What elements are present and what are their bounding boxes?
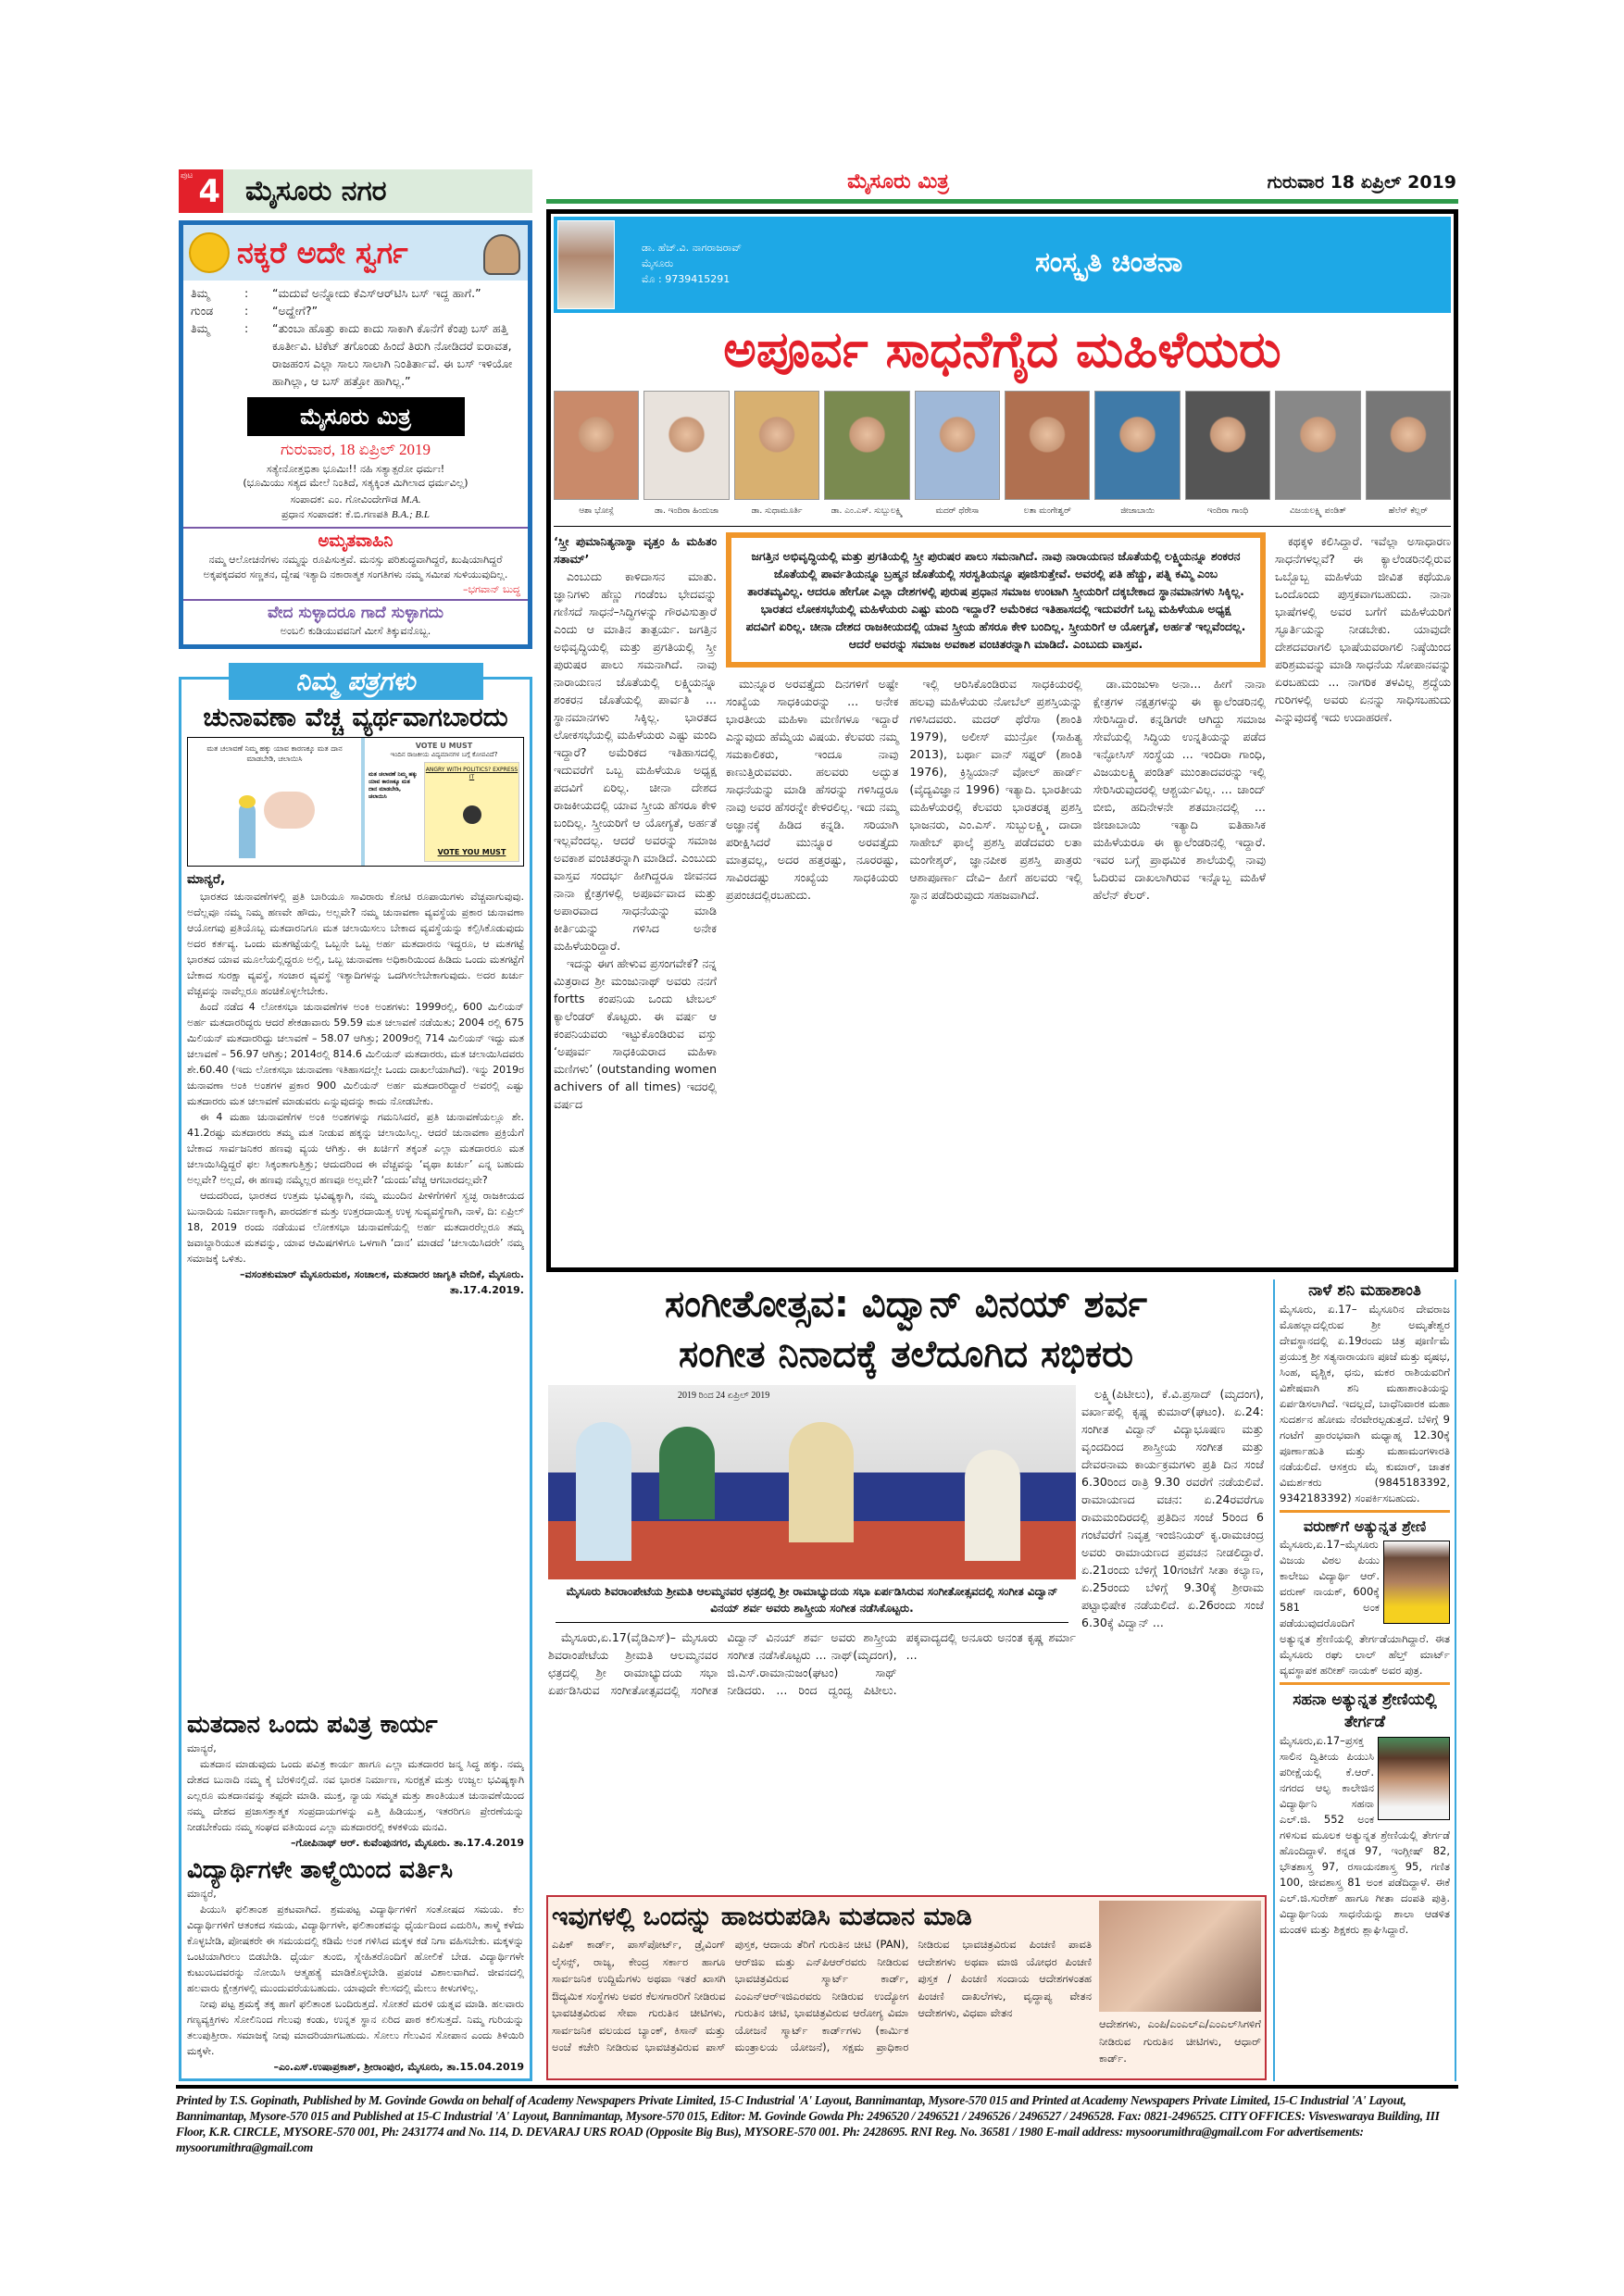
masthead-date: ಗುರುವಾರ, 18 ಏಪ್ರಿಲ್ 2019 (280, 441, 431, 458)
woman-portrait (1005, 391, 1090, 517)
woman-portrait (915, 391, 1000, 517)
inked-finger-photo (1099, 1901, 1261, 2012)
news-text: ಮೈಸೂರು,ಏ.17–ಮೈಸೂರು ವಿಜಯ ವಿಠಲ ಪಿಯು ಕಾಲೇಜು ವಿದ್ಯಾರ್ಥಿ ಆರ್. ವರುಣ್ ನಾಯಕ್, 600ಕ್ಕೆ 581 ಅಂಕ ಪಡೆಯುವುದರೊಂದಿಗೆ ಅತ್ಯುನ್ನತ ಶ್ರೇಣಿಯಲ್ಲಿ ತೇರ್ಗಡೆಯಾಗಿದ್ದಾರೆ. ಈತ ಮೈಸೂರು ರಘು ಲಾಲ್ ಹೆಲ್ತ್ ಮಾರ್ಟ್ ವ್ಯವಸ್ಥಾಪಕ ಹರೀಶ್ ನಾಯಕ್ ಅವರ ಪುತ್ರ. (1280, 1538, 1450, 1677)
voter-id-tail: ಆದೇಶಗಳು, ಎಂಪಿ/ಎಂಎಲ್‌ಎ/ಎಂಎಲ್‌ಸಿಗಳಿಗೆ ನೀಡಿರುವ ಗುರುತಿನ ಚೀಟಿಗಳು, ಆಧಾರ್ ಕಾರ್ಡ್. (1099, 2017, 1261, 2065)
laughing-face-icon (189, 232, 230, 273)
letter-headline: ಚುನಾವಣಾ ವೆಚ್ಚ ವ್ಯರ್ಥವಾಗಬಾರದು (203, 702, 508, 732)
portrait-photo (1366, 391, 1451, 500)
news-text: ಮೈಸೂರು,ಏ.17–ಪ್ರಸಕ್ತ ಸಾಲಿನ ದ್ವಿತೀಯ ಪಿಯುಸಿ ಪರೀಕ್ಷೆಯಲ್ಲಿ ಕೆ.ಆರ್. ನಗರದ ಆಲ್ಫ ಕಾಲೇಜಿನ ವಿದ್ಯಾರ್ಥಿನಿ ಸಹನಾ ಎಲ್.ಜಿ. 552 ಅಂಕ ಗಳಿಸುವ ಮೂಲಕ ಅತ್ಯುನ್ನತ ಶ್ರೇಣಿಯಲ್ಲಿ ತೇರ್ಗಡೆ ಹೊಂದಿದ್ದಾಳೆ. ಕನ್ನಡ 97, ಇಂಗ್ಲೀಷ್ 82, ಭೌತಶಾಸ್ತ್ರ 97, ರಸಾಯನಶಾಸ್ತ್ರ 95, ಗಣಿತ 100, ಜೀವಶಾಸ್ತ್ರ 81 ಅಂಕ ಪಡೆದಿದ್ದಾಳೆ. ಈಕೆ ಎಲ್.ಜಿ.ಸುರೇಶ್ ಹಾಗೂ ಗೀತಾ ದಂಪತಿ ಪುತ್ರಿ. ವಿದ್ಯಾರ್ಥಿನಿಯ ಸಾಧನೆಯನ್ನು ಶಾಲಾ ಆಡಳಿತ ಮಂಡಳಿ ಮತ್ತು ಶಿಕ್ಷಕರು ಶ್ಲಾಘಿಸಿದ್ದಾರೆ. (1280, 1734, 1450, 1936)
author-city: ಮೈಸೂರು (642, 257, 674, 269)
feature-col-1: ‘ಸ್ತ್ರೀ ಪುಮಾನಿತ್ಯನಾಸ್ಥಾ ವೃತ್ತಂ ಹಿ ಮಹಿತಂ ಸತಾಮ್’ ಎಂಬುದು ಕಾಳಿದಾಸನ ಮಾತು. ಜ್ಞಾನಿಗಳು ಹೆಣ್ಣು ಗಂಡೆಂಬ ಭೇದವನ್ನು ಗಣಿಸದೆ ಸಾಧನೆ–ಸಿದ್ಧಿಗಳನ್ನು ಗೌರವಿಸುತ್ತಾರೆ ಎಂದು ಆ ಮಾತಿನ ತಾತ್ಪರ್ಯ. ಜಗತ್ತಿನ ಅಭಿವೃದ್ಧಿಯಲ್ಲಿ ಮತ್ತು ಪ್ರಗತಿಯಲ್ಲಿ ಸ್ತ್ರೀ ಪುರುಷರ ಪಾಲು ಸಮನಾಗಿದೆ. ನಾವು ನಾರಾಯಣನ ಜೊತೆಯಲ್ಲಿ ಲಕ್ಷ್ಮಿಯನ್ನೂ ಶಂಕರನ ಜೊತೆಯಲ್ಲಿ ಪಾರ್ವತಿ ... ಸ್ಥಾನಮಾನಗಳು ಸಿಕ್ಕಿಲ್ಲ. ಭಾರತದ ಲೋಕಸಭೆಯಲ್ಲಿ ಮಹಿಳೆಯರು ಎಷ್ಟು ಮಂದಿ ಇದ್ದಾರೆ? ಅಮೆರಿಕದ ಇತಿಹಾಸದಲ್ಲಿ ಇದುವರೆಗೆ ಒಬ್ಬ ಮಹಿಳೆಯೂ ಅಧ್ಯಕ್ಷ ಪದವಿಗೆ ಏರಿಲ್ಲ. ಚೀನಾ ದೇಶದ ರಾಜಕೀಯದಲ್ಲಿ ಯಾವ ಸ್ತ್ರೀಯ ಹೆಸರೂ ಕೇಳಿ ಬಂದಿಲ್ಲ. ಸ್ತ್ರೀಯರಿಗೆ ಆ ಯೋಗ್ಯತೆ, ಅರ್ಹತೆ ಇಲ್ಲವೆಂದಲ್ಲ. ಆದರೆ ಅವರನ್ನು ಸಮಾಜ ಅವಕಾಶ ವಂಚಿತರನ್ನಾಗಿ ಮಾಡಿದೆ. ಎಂಬುದು ವಾಸ್ತವ ಸಂದರ್ಭ ಹೀಗಿದ್ದರೂ ಜೀವನದ ನಾನಾ ಕ್ಷೇತ್ರಗಳಲ್ಲಿ ಅಪೂರ್ವವಾದ ಮತ್ತು ಅಪಾರವಾದ ಸಾಧನೆಯನ್ನು ಮಾಡಿ ಕೀರ್ತಿಯನ್ನು ಗಳಿಸಿದ ಅನೇಕ ಮಹಿಳೆಯರಿದ್ದಾರೆ. ಇದನ್ನು ಈಗ ಹೇಳುವ ಪ್ರಸಂಗವೇಕೆ? ನನ್ನ ಮಿತ್ರರಾದ ಶ್ರೀ ಮಂಜುನಾಥ್ ಅವರು ನನಗೆ fortts ಕಂಪನಿಯ ಒಂದು ಟೇಬಲ್ ಕ್ಯಾಲೆಂಡರ್ ಕೊಟ್ಟರು. ಈ ವರ್ಷ ಆ ಕಂಪನಿಯವರು ಇಟ್ಟುಕೊಂಡಿರುವ ವಸ್ತು ‘ಅಪೂರ್ವ ಸಾಧಕಿಯರಾದ ಮಹಿಳಾ ಮಣಿಗಳು’ (outstanding women achivers of all times) ಇದರಲ್ಲಿ ವರ್ಷದ (554, 534, 717, 1111)
portrait-photo (1005, 391, 1090, 500)
portrait-photo (1094, 391, 1180, 500)
quote-box: ಜಗತ್ತಿನ ಅಭಿವೃದ್ಧಿಯಲ್ಲಿ ಮತ್ತು ಪ್ರಗತಿಯಲ್ಲಿ ಸ್ತ್ರೀ ಪುರುಷರ ಪಾಲು ಸಮನಾಗಿದೆ. ನಾವು ನಾರಾಯಣನ ಜೊತೆಯಲ್ಲಿ ಲಕ್ಷ್ಮಿಯನ್ನೂ ಶಂಕರನ ಜೊತೆಯಲ್ಲಿ ಪಾರ್ವತಿಯನ್ನೂ ಬ್ರಹ್ಮನ ಜೊತೆಯಲ್ಲಿ ಸರಸ್ವತಿಯನ್ನೂ ಪೂಜಿಸುತ್ತೇವೆ. ಅವರಲ್ಲಿ ಪತಿ ಹೆಚ್ಚು, ಪತ್ನಿ ಕಮ್ಮಿ ಎಂಬ ತಾರತಮ್ಯವಿಲ್ಲ. ಆದರೂ ಹೇಗೋ ಎಲ್ಲಾ ದೇಶಗಳಲ್ಲಿ ಪುರುಷ ಪ್ರಧಾನ ಸಮಾಜ ಉಂಟಾಗಿ ಸ್ತ್ರೀಯರಿಗೆ ದಕ್ಕಬೇಕಾದ ಸ್ಥಾನಮಾನಗಳು ಸಿಕ್ಕಿಲ್ಲ. ಭಾರತದ ಲೋಕಸಭೆಯಲ್ಲಿ ಮಹಿಳೆಯರು ಎಷ್ಟು ಮಂದಿ ಇದ್ದಾರೆ? ಅಮೆರಿಕದ ಇತಿಹಾಸದಲ್ಲಿ ಇದುವರೆಗೆ ಒಬ್ಬ ಮಹಿಳೆಯೂ ಅಧ್ಯಕ್ಷ ಪದವಿಗೆ ಏರಿಲ್ಲ. ಚೀನಾ ದೇಶದ ರಾಜಕೀಯದಲ್ಲಿ ಯಾವ ಸ್ತ್ರೀಯ ಹೆಸರೂ ಕೇಳಿ ಬಂದಿಲ್ಲ. ಸ್ತ್ರೀಯರಿಗೆ ಆ ಯೋಗ್ಯತೆ, ಅರ್ಹತೆ ಇಲ್ಲವೆಂದಲ್ಲ. ಆದರೆ ಅವರನ್ನು ಸಮಾಜ ಅವಕಾಶ ವಂಚಿತರನ್ನಾಗಿ ಮಾಡಿದೆ. ಎಂಬುದು ವಾಸ್ತವ. (726, 532, 1266, 668)
portrait-name: ಮದರ್ ಥೆರೇಸಾ (935, 506, 980, 516)
comedy-box (179, 220, 532, 649)
photo-caption: ಮೈಸೂರು ಶಿವರಾಂಪೇಟೆಯ ಶ್ರೀಮತಿ ಆಲಮ್ಮನವರ ಛತ್ರದಲ್ಲಿ ಶ್ರೀ ರಾಮಾಭ್ಯುದಯ ಸಭಾ ಏರ್ಪಡಿಸಿರುವ ಸಂಗೀತೋತ್ಸವದಲ್ಲಿ ಸಂಗೀತ ವಿದ್ವಾನ್ ವಿನಯ್ ಶರ್ವ ಅವರು ಶಾಸ್ತ್ರೀಯ ಸಂಗೀತ ನಡೆಸಿಕೊಟ್ಟರು. (556, 1583, 1068, 1623)
editor-line: ಸಂಪಾದಕ: ಎಂ. ಗೋವಿಂದೇಗೌಡ M.A. (290, 493, 421, 505)
women-photo-strip (554, 391, 1451, 517)
letter-body: ಮಾನ್ಯರೆ, ಪಿಯುಸಿ ಫಲಿತಾಂಶ ಪ್ರಕಟವಾಗಿದೆ. ಶ್ರಮಪಟ್ಟ ವಿದ್ಯಾರ್ಥಿಗಳಿಗೆ ಸಂತೋಷದ ಸಮಯ. ಕೆಲ ವಿದ್ಯಾರ್ಥಿಗಳಿಗೆ ಆತಂಕದ ಸಮಯ, ವಿದ್ಯಾರ್ಥಿಗಳೇ, ಫಲಿತಾಂಶವನ್ನು ಧೈರ್ಯದಿಂದ ಎದುರಿಸಿ, ತಾಳ್ಮೆ ಕಳೆದು ಕೊಳ್ಳಬೇಡಿ, ಪೋಷಕರೇ ಈ ಸಮಯದಲ್ಲಿ ಕಡಿಮೆ ಅಂಕ ಗಳಿಸಿದ ಮಕ್ಕಳ ಕಡೆ ನಿಗಾ ವಹಿಸಬೇಕು. ಮಕ್ಕಳನ್ನು ಒಂಟಿಯಾಗಿರಲು ಬಿಡಬೇಡಿ. ಧೈರ್ಯ ತುಂಬಿ, ಸ್ನೇಹಿತರೊಂದಿಗೆ ಹೋಲಿಕೆ ಬೇಡ. ವಿದ್ಯಾರ್ಥಿಗಳೇ ಕುಟುಂಬದವರನ್ನು ನೋಯಿಸಿ ಆತ್ಮಹತ್ಯೆ ಮಾಡಿಕೊಳ್ಳಬೇಡಿ. ಪ್ರಪಂಚ ವಿಶಾಲವಾಗಿದೆ. ಜೀವನದಲ್ಲಿ ಹಲವಾರು ಕ್ಷೇತ್ರಗಳಲ್ಲಿ ಮುಂದುವರೆಯಬಹುದು. ಯಾವುದೇ ಕೆಲಸದಲ್ಲಿ ಮೇಲು ಕೀಳುಗಳಿಲ್ಲ. ನೀವು ಪಟ್ಟ ಶ್ರಮಕ್ಕೆ ತಕ್ಕ ಹಾಗೆ ಫಲಿತಾಂಶ ಬಂದಿರುತ್ತದೆ. ಸೋತರೆ ಮರಳಿ ಯತ್ನವ ಮಾಡಿ. ಹಲವಾರು ಗಣ್ಯವ್ಯಕ್ತಿಗಳು ಸೋಲಿನಿಂದ ಗೆಲುವು ಕಂಡು, ಉನ್ನತ ಸ್ಥಾನ ಏರಿದ ಪಾಠ ಕಲಿಸುತ್ತದೆ. ನಿಮ್ಮ ಗುರಿಯನ್ನು ತಲುಪುತ್ತೀರಾ. ಸಮಾಜಕ್ಕೆ ನೀವು ಮಾದರಿಯಾಗಬಹುದು. ಸೋಲು ಗೆಲುವಿನ ಸೋಪಾನ ಎಂದು ತಿಳಿಯಿರಿ ಮಕ್ಕಳೇ. –ಎಂ.ಎಸ್.ಉಷಾಪ್ರಕಾಶ್, ಶ್ರೀರಾಂಪುರ, ಮೈಸೂರು, ತಾ.15.04.2019 (187, 1888, 524, 2073)
portrait-name: ಲತಾ ಮಂಗೇಶ್ವರ್ (1023, 506, 1071, 516)
portrait-name: ಡಾ. ಸುಧಾಮೂರ್ತಿ (751, 506, 803, 516)
portrait-name: ವಿಜಯಲಕ್ಷ್ಮಿ ಪಂಡಿತ್ (1289, 506, 1346, 516)
portrait-name: ಆಶಾ ಭೋಸ್ಲೆ (579, 506, 615, 516)
left-column (179, 220, 532, 2081)
portrait-photo (1275, 391, 1360, 500)
news-title: ನಾಳೆ ಶನಿ ಮಹಾಶಾಂತಿ (1308, 1281, 1421, 1300)
concert-photo: 2019 ರಿಂದ 24 ಏಪ್ರಿಲ್ 2019 (548, 1385, 1076, 1579)
concert-headline: ಸಂಗೀತೋತ್ಸವ: ವಿದ್ವಾನ್ ವಿನಯ್ ಶರ್ವ ಸಂಗೀತ ನಿನಾದಕ್ಕೆ ತಲೆದೂಗಿದ ಸಭಿಕರು (665, 1283, 1147, 1376)
woman-portrait (824, 391, 909, 517)
woman-portrait (1094, 391, 1180, 517)
woman-portrait (554, 391, 639, 517)
portrait-name: ಜೀಜಾಬಾಯಿ (1120, 506, 1156, 516)
voter-id-headline: ಇವುಗಳಲ್ಲಿ ಒಂದನ್ನು ಹಾಜರುಪಡಿಸಿ ಮತದಾನ ಮಾಡಿ (552, 1903, 972, 1931)
author-photo (557, 220, 615, 309)
portrait-photo (554, 391, 639, 500)
portrait-name: ಇಂದಿರಾ ಗಾಂಧಿ (1206, 506, 1249, 516)
comedy-title: ನಕ್ಕರೆ ಅದೇ ಸ್ವರ್ಗ (183, 225, 528, 281)
woman-portrait (734, 391, 819, 517)
portrait-photo (824, 391, 909, 500)
feature-cols-2-4: ಮುನ್ನೂರ ಅರವತ್ತೈದು ದಿನಗಳಿಗೆ ಅಷ್ಟೇ ಸಂಖ್ಯೆಯ ಸಾಧಕಿಯರನ್ನು ... ಅನೇಕ ಭಾರತೀಯ ಮಹಿಳಾ ಮಣಿಗಳೂ ಇದ್ದಾರೆ ಎನ್ನುವುದು ಹೆಮ್ಮೆಯ ವಿಷಯ. ಕೆಲವರು ನಮ್ಮ ಸಮಕಾಲಿಕರು, ಇಂದೂ ನಾವು ಕಾಣುತ್ತಿರುವವರು. ಹಲವರು ಅದ್ಭುತ ಸಾಧನೆಯನ್ನು ಮಾಡಿ ಹೆಸರನ್ನು ಗಳಿಸಿದ್ದರೂ ನಾವು ಅವರ ಹೆಸರನ್ನೇ ಕೇಳಿರಲಿಲ್ಲ. ಇದು ನಮ್ಮ ಅಜ್ಞಾನಕ್ಕೆ ಹಿಡಿದ ಕನ್ನಡಿ. ಸರಿಯಾಗಿ ಪರೀಕ್ಷಿಸಿದರೆ ಮುನ್ನೂರ ಅರವತ್ತೈದು ಮಾತ್ರವಲ್ಲ, ಅದರ ಹತ್ತರಷ್ಟು, ನೂರರಷ್ಟು, ಸಾವಿರದಷ್ಟು ಸಂಖ್ಯೆಯ ಸಾಧಕಿಯರು ಪ್ರಪಂಚದಲ್ಲಿರಬಹುದು. ಇಲ್ಲಿ ಆರಿಸಿಕೊಂಡಿರುವ ಸಾಧಕಿಯರಲ್ಲಿ ಹಲವು ಮಹಿಳೆಯರು ನೋಬೆಲ್ ಪ್ರಶಸ್ತಿಯನ್ನು ಗಳಿಸಿದವರು. ಮದರ್ ಥೆರೆಸಾ (ಶಾಂತಿ 1979), ಅಲೀಸ್ ಮುನ್ರೋ (ಸಾಹಿತ್ಯ 2013), ಬರ್ಥಾ ವಾನ್ ಸಫ್ನರ್ (ಶಾಂತಿ 1976), ಕ್ರಿಸ್ಟಿಯಾನ್ ವೋಲ್ ಹಾರ್ಡ್ (ವೈದ್ಯವಿಜ್ಞಾನ 1996) ಇತ್ಯಾದಿ. ಭಾರತೀಯ ಮಹಿಳೆಯರಲ್ಲಿ ಕೆಲವರು ಭಾರತರತ್ನ ಪ್ರಶಸ್ತಿ ಭಾಜನರು, ಎಂ.ಎಸ್. ಸುಬ್ಬುಲಕ್ಷ್ಮಿ, ದಾದಾ ಸಾಹೇಬ್ ಫಾಲ್ಕೆ ಪ್ರಶಸ್ತಿ ಪಡೆದವರು ಲತಾ ಮಂಗೇಶ್ಕರ್, ಜ್ಞಾನಪೀಠ ಪ್ರಶಸ್ತಿ ಪಾತ್ರರು ಆಶಾಪೂರ್ಣಾ ದೇವಿ– ಹೀಗೆ ಹಲವರು ಇಲ್ಲಿ ಸ್ಥಾನ ಪಡೆದಿರುವುದು ಸಹಜವಾಗಿದೆ. ಡಾ.ಮಂಜುಳಾ ಅನಾ... ಹೀಗೆ ನಾನಾ ಕ್ಷೇತ್ರಗಳ ನಕ್ಷತ್ರಗಳನ್ನು ಈ ಕ್ಯಾಲೆಂಡರಿನಲ್ಲಿ ಸೇರಿಸಿದ್ದಾರೆ. ಕನ್ನಡಿಗರೇ ಆಗಿದ್ದು ಸಮಾಜ ಸೇವೆಯಲ್ಲಿ ಸಿದ್ಧಿಯ ಉನ್ನತಿಯನ್ನು ಪಡೆದ ಇನ್ಫೋಸಿಸ್ ಸಂಸ್ಥೆಯ ... ಇಂದಿರಾ ಗಾಂಧಿ, ವಿಜಯಲಕ್ಷ್ಮಿ ಪಂಡಿತ್ ಮುಂತಾದವರನ್ನು ಇಲ್ಲಿ ಸೇರಿಸಿರುವುದರಲ್ಲಿ ಆಶ್ಚರ್ಯವಿಲ್ಲ. ... ಚಾಂದ್ ಬೀಬಿ, ಹದಿನೇಳನೇ ಶತಮಾನದಲ್ಲಿ ... ಜೀಜಾಬಾಯಿ ಇತ್ಯಾದಿ ಐತಿಹಾಸಿಕ ಮಹಿಳೆಯರೂ ಈ ಕ್ಯಾಲೆಂಡರಿನಲ್ಲಿ ಇದ್ದಾರೆ. ಇವರ ಬಗ್ಗೆ ಪ್ರಾಥಮಿಕ ಶಾಲೆಯಲ್ಲಿ ನಾವು ಓದಿರುವ ದಾಖಲಾಗಿರುವ ಇನ್ನೊಬ್ಬ ಮಹಿಳೆ ಹೆಲೆನ್ ಕೆಲರ್. (726, 677, 1266, 902)
cartoon-finger: ಮತ ಚಲಾವಣೆ ನಿಮ್ಮ ಹಕ್ಕು ಯಾವ ಕಾರಣಕ್ಕೂ ಮತ ದಾನ ಮಾಡಬೇಡಿ, ಚಲಾಯಿಸಿ (188, 738, 365, 866)
header-rule (546, 199, 1458, 204)
portrait-photo (734, 391, 819, 500)
portrait-photo (915, 391, 1000, 500)
vote-poster: ANGRY WITH POLITICS? EXPRESS IT VOTE YOU MUST (424, 762, 519, 862)
dialogue-line: ತಿಮ್ಮ : “ಮದುವೆ ಅನ್ನೋದು ಕೆಎಸ್‌ಆರ್‌ಟಿಸಿ ಬಸ್ ಇದ್ದ ಹಾಗೆ.” (191, 286, 481, 300)
section-name: ಮೈಸೂರು ನಗರ (223, 169, 532, 213)
news-sidebar (1273, 1279, 1456, 2081)
letters-section (179, 666, 532, 2081)
letter-headline: ವಿದ್ಯಾರ್ಥಿಗಳೇ ತಾಳ್ಮೆಯಿಂದ ವರ್ತಿಸಿ (187, 1856, 454, 1884)
concert-story (548, 1279, 1264, 1889)
voter-id-text: ಎಪಿಕ್ ಕಾರ್ಡ್, ಪಾಸ್‌ಪೋರ್ಟ್, ಡ್ರೈವಿಂಗ್ ಲೈಸನ್ಸ್, ರಾಜ್ಯ, ಕೇಂದ್ರ ಸರ್ಕಾರ ಹಾಗೂ ಸಾರ್ವಜನಿಕ ಉದ್ದಿಮೆಗಳು ಅಥವಾ ಇತರೆ ಖಾಸಗಿ ಔದ್ಯಮಿಕ ಸಂಸ್ಥೆಗಳು ಅವರ ಕೆಲಸಗಾರರಿಗೆ ನೀಡಿರುವ ಭಾವಚಿತ್ರವಿರುವ ಸೇವಾ ಗುರುತಿನ ಚೀಟಿಗಳು, ಸಾರ್ವಜನಿಕ ವಲಯದ ಬ್ಯಾಂಕ್, ಕಿಸಾನ್ ಮತ್ತು ಅಂಚೆ ಕಚೇರಿ ನೀಡಿರುವ ಭಾವಚಿತ್ರವಿರುವ ಪಾಸ್ ಪುಸ್ತಕ, ಆದಾಯ ತೆರಿಗೆ ಗುರುತಿನ ಚೀಟಿ (PAN), ಆರ್‌ಜಿಐ ಮತ್ತು ಎನ್‌ಪಿಆರ್‌ರವರು ನೀಡಿರುವ ಭಾವಚಿತ್ರವಿರುವ ಸ್ಮಾರ್ಟ್ ಕಾರ್ಡ್, ಎಂಎನ್‌ಆರ್‌ಇಜಿಎರವರು ನೀಡಿರುವ ಉದ್ಯೋಗ ಗುರುತಿನ ಚೀಟಿ, ಭಾವಚಿತ್ರವಿರುವ ಆರೋಗ್ಯ ವಿಮಾ ಯೋಜನೆ ಸ್ಮಾರ್ಟ್ ಕಾರ್ಡ್‌ಗಳು (ಕಾರ್ಮಿಕ ಮಂತ್ರಾಲಯ ಯೋಜನೆ), ಸಕ್ಷಮ ಪ್ರಾಧಿಕಾರ ನೀಡಿರುವ ಭಾವಚಿತ್ರವಿರುವ ಪಿಂಚಣಿ ಪಾವತಿ ಆದೇಶಗಳು ಅಥವಾ ಮಾಜಿ ಯೋಧರ ಪಿಂಚಣಿ ಪುಸ್ತಕ / ಪಿಂಚಣಿ ಸಂದಾಯ ಆದೇಶಗಳಂತಹ ಪಿಂಚಣಿ ದಾಖಲೆಗಳು, ವೃದ್ಧಾಪ್ಯ ವೇತನ ಆದೇಶಗಳು, ವಿಧವಾ ವೇತನ (552, 1938, 1092, 2053)
feature-headline: ಅಪೂರ್ವ ಸಾಧನೆಗೈದ ಮಹಿಳೆಯರು (723, 320, 1281, 379)
author-phone: ಮೊ : 9739415291 (642, 273, 731, 285)
feature-article (546, 209, 1458, 1272)
woman-portrait (1275, 391, 1360, 517)
cartoon-man-icon (483, 234, 520, 275)
concert-side-col: ಲಕ್ಷ್ಮಿ(ಪಿಟೀಲು), ಕೆ.ವಿ.ಪ್ರಸಾದ್ (ಮೃದಂಗ), ವರ್ಖಾಪಲ್ಲಿ ಕೃಷ್ಣ ಕುಮಾರ್(ಘಟಂ). ಏ.24: ಸಂಗೀತ ವಿದ್ವಾನ್ ವಿದ್ಯಾಭೂಷಣ ಮತ್ತು ವೃಂದದಿಂದ ಶಾಸ್ತ್ರೀಯ ಸಂಗೀತ ಮತ್ತು ದೇವರನಾಮ ಕಾರ್ಯಕ್ರಮಗಳು ಪ್ರತಿ ದಿನ ಸಂಜೆ 6.30ರಿಂದ ರಾತ್ರಿ 9.30 ರವರೆಗೆ ನಡೆಯಲಿವೆ. ರಾಮಾಯಣದ ವಚನ: ಏ.24ರವರೆಗೂ ರಾಮಮಂದಿರದಲ್ಲಿ ಪ್ರತಿದಿನ ಸಂಜೆ 5ರಿಂದ 6 ಗಂಟೆವರೆಗೆ ನಿವೃತ್ತ ಇಂಜಿನಿಯರ್ ಕೃ.ರಾಮಚಂದ್ರ ಅವರು ರಾಮಾಯಣದ ಪ್ರವಚನ ನೀಡಲಿದ್ದಾರೆ. ಏ.21ರಂದು ಬೆಳಿಗ್ಗೆ 10ಗಂಟೆಗೆ ಸೀತಾ ಕಲ್ಯಾಣ, ಏ.25ರಂದು ಬೆಳಿಗ್ಗೆ 9.30ಕ್ಕೆ ಶ್ರೀರಾಮ ಪಟ್ಟಾಭಿಷೇಕ ನಡೆಯಲಿದೆ. ಏ.26ರಂದು ಸಂಜೆ 6.30ಕ್ಕೆ ವಿದ್ವಾನ್ ... (1081, 1387, 1264, 1629)
letter-headline: ಮತದಾನ ಒಂದು ಪವಿತ್ರ ಕಾರ್ಯ (187, 1711, 438, 1739)
masthead: ಮೈಸೂರು ಮಿತ್ರ (847, 170, 949, 193)
woman-portrait (643, 391, 729, 517)
page-number: 4 (198, 173, 220, 210)
voter-id-box (546, 1895, 1267, 2080)
letters-banner: ನಿಮ್ಮ ಪತ್ರಗಳು (229, 663, 483, 700)
issue-date: ಗುರುವಾರ 18 ಏಪ್ರಿಲ್ 2019 (1267, 172, 1456, 193)
woman-portrait (1185, 391, 1270, 517)
chief-editor-line: ಪ್ರಧಾನ ಸಂಪಾದಕ: ಕೆ.ಬಿ.ಗಣಪತಿ B.A.; B.L (281, 508, 430, 520)
student-photo-sahana (1378, 1737, 1450, 1820)
woman-portrait (1366, 391, 1451, 517)
news-title: ಸಹನಾ ಅತ್ಯುನ್ನತ ಶ್ರೇಣಿಯಲ್ಲಿ ತೇರ್ಗಡೆ (1293, 1691, 1437, 1731)
news-title: ವರುಣ್‌ಗೆ ಅತ್ಯುನ್ನತ ಶ್ರೇಣಿ (1303, 1517, 1427, 1535)
cartoon-vote: VOTE U MUST ಇಂದಿನ ರಾಜಕೀಯ ವಿದ್ಯಮಾನಗಳ ಬಗ್ಗೆ ಕೋಪವಿದೆ? ಮತ ಚಲಾವಣೆ ನಿಮ್ಮ ಹಕ್ಕು ಯಾವ ಕಾರಣಕ್ಕೂ ಮತ ದಾನ ಮಾಡಬೇಡಿ, ಚಲಾಯಿಸಿ ANGRY WITH POLITICS? EXPRESS IT VOTE YOU MUST (365, 738, 523, 866)
portrait-photo (643, 391, 729, 500)
portrait-photo (1185, 391, 1270, 500)
portrait-name: ಡಾ. ಇಂದಿರಾ ಹಿಂದುಜಾ (655, 506, 719, 516)
letter-body: ಮಾನ್ಯರೆ, ಭಾರತದ ಚುನಾವಣೆಗಳಲ್ಲಿ ಪ್ರತಿ ಬಾರಿಯೂ ಸಾವಿರಾರು ಕೋಟಿ ರೂಪಾಯಿಗಳು ವೆಚ್ಚವಾಗುವುವು. ಅದೆಲ್ಲವೂ ನಮ್ಮ ನಿಮ್ಮ ಹಣವೇ ಹೌದು, ಅಲ್ಲವೇ? ನಮ್ಮ ಚುನಾವಣಾ ವ್ಯವಸ್ಥೆಯ ಪ್ರಕಾರ ಚುನಾವಣಾ ಆಯೋಗವು ಪ್ರತಿಯೊಬ್ಬ ಮತದಾರನಿಗೂ ಮತ ಚಲಾಯಿಸಲು ಬೇಕಾದ ವ್ಯವಸ್ಥೆಯನ್ನು ಕಲ್ಪಿಸಿಕೊಡುವುದು ಅದರ ಕರ್ತವ್ಯ. ಒಂದು ಮತಗಟ್ಟೆಯಲ್ಲಿ ಒಬ್ಬನೇ ಒಬ್ಬ ಅರ್ಹ ಮತದಾರನು ಇದ್ದರೂ, ಆ ಮತಗಟ್ಟೆ ಭಾರತದ ಯಾವ ಮೂಲೆಯಲ್ಲಿದ್ದರೂ ಅಲ್ಲಿ, ಒಬ್ಬ ಚುನಾವಣಾ ಅಧಿಕಾರಿಯಿಂದ ಹಿಡಿದು ಒಂದು ಮತಗಟ್ಟೆಗೆ ಬೇಕಾದ ಸುರಕ್ಷಾ ವ್ಯವಸ್ಥೆ, ಸಂಚಾರ ವ್ಯವಸ್ಥೆ ಇತ್ಯಾದಿಗಳನ್ನು ಒದಗಿಸಲೇಬೇಕಾಗುವುದು. ಅದರ ಖರ್ಚು ವೆಚ್ಚವನ್ನು ನಾವೆಲ್ಲರೂ ಹಂಚಿಕೊಳ್ಳಲೇಬೇಕು. ಹಿಂದೆ ನಡೆದ 4 ಲೋಕಸಭಾ ಚುನಾವಣೆಗಳ ಅಂಕಿ ಅಂಶಗಳು: 1999ರಲ್ಲಿ, 600 ಮಿಲಿಯನ್ ಅರ್ಹ ಮತದಾರರಿದ್ದರು ಆದರೆ ಶೇಕಡಾವಾರು 59.59 ಮತ ಚಲಾವಣೆ ನಡೆಯಿತು; 2004 ರಲ್ಲಿ 675 ಮಿಲಿಯನ್ ಮತದಾರರಿದ್ದು ಚಲಾವಣೆ – 58.07 ಆಗಿತ್ತು; 2009ರಲ್ಲಿ 714 ಮಿಲಿಯನ್ ಇದ್ದು ಮತ ಚಲಾವಣೆ – 56.97 ಆಗಿತ್ತು; 2014ರಲ್ಲಿ 814.6 ಮಿಲಿಯನ್ ಮತದಾರರು, ಮತ ಚಲಾಯಿಸಿದವರು ಶೇ.60.40 (ಇದು ಲೋಕಸಭಾ ಚುನಾವಣಾ ಇತಿಹಾಸದಲ್ಲೇ ಒಂದು ದಾಖಲೆಯಾಗಿದೆ). ಇನ್ನು 2019ರ ಚುನಾವಣಾ ಅಂಕಿ ಅಂಶಗಳ ಪ್ರಕಾರ 900 ಮಿಲಿಯನ್ ಅರ್ಹ ಮತದಾರರಿದ್ದಾರೆ ಅವರಲ್ಲಿ ಎಷ್ಟು ಮತದಾರರು ಮತ ಚಲಾವಣೆ ಮಾಡುವರು ಎನ್ನುವುದನ್ನು ಕಾದು ನೋಡಬೇಕು. ಈ 4 ಮಹಾ ಚುನಾವಣೆಗಳ ಅಂಕಿ ಅಂಶಗಳನ್ನು ಗಮನಿಸಿದರೆ, ಪ್ರತಿ ಚುನಾವಣೆಯಲ್ಲೂ ಶೇ. 41.2ರಷ್ಟು ಮತದಾರರು ತಮ್ಮ ಮತ ನೀಡುವ ಹಕ್ಕನ್ನು ಚಲಾಯಿಸಿಲ್ಲ. ಆದರೆ ಚುನಾವಣಾ ಪ್ರಕ್ರಿಯೆಗೆ ಬೇಕಾದ ಸಾರ್ವಜನಿಕರ ಹಣವು ವ್ಯಯ ಆಗಿತ್ತು. ಈ ಖರ್ಚಿಗೆ ತಕ್ಕಂತೆ ಎಲ್ಲಾ ಮತದಾರರೂ ಮತ ಚಲಾಯಿಸಿದ್ದಿದ್ದರೆ ಫಲ ಸಿಕ್ಕಂತಾಗುತ್ತಿತ್ತು; ಆದುದರಿಂದ ಈ ವೆಚ್ಚವನ್ನು ‘ವೃಥಾ ಖರ್ಚು’ ಎನ್ನ ಬಹುದು ಅಲ್ಲವೇ? ಅಲ್ಲದೆ, ಈ ಹಣವು ನಮ್ಮೆಲ್ಲರ ಹಣವೂ ಅಲ್ಲವೇ? ‘ದುಂದು’ವೆಚ್ಚ ಆಗಬಾರದಲ್ಲವೇ? ಆದುದರಿಂದ, ಭಾರತದ ಉತ್ತಮ ಭವಿಷ್ಯಕ್ಕಾಗಿ, ನಮ್ಮ ಮುಂದಿನ ಪೀಳಿಗೆಗಳಿಗೆ ಸ್ವಚ್ಛ ರಾಜಕೀಯದ ಬುನಾದಿಯ ನಿರ್ಮಾಣಕ್ಕಾಗಿ, ಪಾರದರ್ಶಕ ಮತ್ತು ಉತ್ತರದಾಯಿತ್ವ ಉಳ್ಳ ಸುವ್ಯವಸ್ಥೆಗಾಗಿ, ನಾಳೆ, ದಿ: ಏಪ್ರಿಲ್ 18, 2019 ರಂದು ನಡೆಯುವ ಲೋಕಸಭಾ ಚುನಾವಣೆಯಲ್ಲಿ ಅರ್ಹ ಮತದಾರರೆಲ್ಲರೂ ತಮ್ಮ ಜವಾಬ್ದಾರಿಯುತ ಮತವನ್ನು, ಯಾವ ಆಮಿಷಗಳಿಗೂ ಒಳಗಾಗಿ ‘ದಾನ’ ಮಾಡದೆ ‘ಚಲಾಯಿಸಿದರೇ’ ನಮ್ಮ ಸಮಾಜಕ್ಕೆ ಒಳಿತು. –ವಸಂತಕುಮಾರ್ ಮೈಸೂರುಮಠ, ಸಂಚಾಲಕ, ಮತದಾರರ ಜಾಗೃತಿ ವೇದಿಕೆ, ಮೈಸೂರು. ತಾ.17.4.2019. (187, 872, 524, 1296)
dialogue-line: ತಿಮ್ಮ : “ತುಂಬಾ ಹೊತ್ತು ಕಾದು ಕಾದು ಸಾಕಾಗಿ ಕೊನೆಗೆ ಕೆಂಪು ಬಸ್ ಹತ್ತಿ ಕೂರ್ತೀವಿ. ಟಿಕೆಟ್ ತಗೊಂಡು ಹಿಂದೆ ತಿರುಗಿ ನೋಡಿದರೆ ಐರಾವತ, ರಾಜಹಂಸ ಎಲ್ಲಾ ಸಾಲು ಸಾಲಾಗಿ ನಿಂತಿರ್ತಾವೆ. ಈ ಬಸ್ ಇಳಿಯೋ ಹಾಗಿಲ್ಲಾ, ಆ ಬಸ್ ಹತ್ತೋ ಹಾಗಿಲ್ಲ.” (191, 321, 513, 388)
page-label: ಪುಟ (181, 171, 194, 181)
masthead-logo: ಮೈಸೂರು ಮಿತ್ರ (247, 397, 465, 436)
column-title: ಸಂಸ್ಕೃತಿ ಚಿಂತನಾ (1035, 246, 1183, 279)
dialogue-line: ಗುಂಡ : “ಅದ್ಹೇಗೆ?” (191, 304, 319, 318)
letter-body: ಮಾನ್ಯರೆ, ಮತದಾನ ಮಾಡುವುದು ಒಂದು ಪವಿತ್ರ ಕಾರ್ಯ ಹಾಗೂ ಎಲ್ಲಾ ಮತದಾರರ ಜನ್ಮ ಸಿದ್ಧ ಹಕ್ಕು. ನಮ್ಮ ದೇಶದ ಬುನಾದಿ ನಮ್ಮ ಕೈ ಬೆರಳಿನಲ್ಲಿದೆ. ನವ ಭಾರತ ನಿರ್ಮಾಣ, ಸುರಕ್ಷತೆ ಮತ್ತು ಉಜ್ವಲ ಭವಿಷ್ಯಕ್ಕಾಗಿ ಎಲ್ಲರೂ ಮತದಾನವನ್ನು ತಪ್ಪದೇ ಮಾಡಿ. ಮುಕ್ತ, ನ್ಯಾಯ ಸಮ್ಮತ ಮತ್ತು ಶಾಂತಿಯುತ ಚುನಾವಣೆಯಿಂದ ನಮ್ಮ ದೇಶದ ಪ್ರಜಾಸತ್ತಾತ್ಮಕ ಸಂಪ್ರದಾಯಗಳನ್ನು ಎತ್ತಿ ಹಿಡಿಯುತ್ತ, ಇತರರಿಗೂ ಪ್ರೇರಣೆಯನ್ನು ನೀಡಬೇಕೆಂದು ನಮ್ಮ ಸಂಘದ ವತಿಯಿಂದ ಎಲ್ಲಾ ಮತದಾರರಲ್ಲಿ ಕಳಕಳಿಯ ಮನವಿ. –ಗೋಪಿನಾಥ್ ಆರ್. ಕುವೆಂಪುನಗರ, ಮೈಸೂರು. ತಾ.17.4.2019 (187, 1742, 524, 1849)
news-text: ಮೈಸೂರು, ಏ.17– ಮೈಸೂರಿನ ದೇವರಾಜ ಮೊಹಲ್ಲಾದಲ್ಲಿರುವ ಶ್ರೀ ಅಮೃತೇಶ್ವರ ದೇವಸ್ಥಾನದಲ್ಲಿ ಏ.19ರಂದು ಚಿತ್ರ ಪೂರ್ಣಿಮೆ ಪ್ರಯುಕ್ತ ಶ್ರೀ ಸತ್ಯನಾರಾಯಣ ಪೂಜೆ ಮತ್ತು ವೃಷಭ, ಸಿಂಹ, ವೃಶ್ಚಿಕ, ಧನು, ಮಕರ ರಾಶಿಯವರಿಗೆ ವಿಶೇಷವಾಗಿ ಶನಿ ಮಹಾಶಾಂತಿಯನ್ನು ಏರ್ಪಡಿಸಲಾಗಿದೆ. ಇದಲ್ಲದೆ, ಬಾಧೆನಿವಾರಕ ಮಹಾ ಸುದರ್ಶನ ಹೋಮ ನೆರವೇರಲ್ಪಡುತ್ತದೆ. ಬೆಳಿಗ್ಗೆ 9 ಗಂಟೆಗೆ ಪ್ರಾರಂಭವಾಗಿ ಮಧ್ಯಾಹ್ನ 12.30ಕ್ಕೆ ಪೂರ್ಣಾಹುತಿ ಮತ್ತು ಮಹಾಮಂಗಳಾರತಿ ನಡೆಯಲಿದೆ. ಆಸಕ್ತರು ಮೈ ಕುಮಾರ್, ಜಾತಕ ವಿಮರ್ಶಕರು (9845183392, 9342183392) ಸಂಪರ್ಕಿಸಬಹುದು. (1280, 1303, 1450, 1504)
page-number-box (179, 169, 223, 213)
column-band (554, 217, 1451, 313)
motto-meaning: (ಭೂಮಿಯು ಸತ್ಯದ ಮೇಲೆ ನಿಂತಿದೆ, ಸತ್ಯಕ್ಕಿಂತ ಮಿಗಿಲಾದ ಧರ್ಮವಿಲ್ಲ) (243, 477, 468, 489)
feature-body (554, 526, 1451, 1264)
student-photo-varun (1383, 1541, 1450, 1624)
portrait-name: ಡಾ. ಎಂ.ಎಸ್. ಸುಬ್ಬುಲಕ್ಷ್ಮಿ (831, 506, 904, 516)
footer-imprint: Printed by T.S. Gopinath, Published by M. Govinde Gowda on behalf of Academy Newspapers Private Limited, 15-C Industrial 'A' Layout, Bannimantap, Mysore-570 015 and Printed at Academy Newspapers Private Limited, 15-C Industrial 'A' Layout, Bannimantap, Mysore-570 015 and Published at 15-C Industrial 'A' Layout, Bannimantap, Mysore-570 015, Editor: M. Govinde Gowda Ph: 2496520 / 2496521 / 2496526 / 2496527 / 2496528. Fax: 0821-2496525. CITY OFFICES: Visveswaraya Building, III Floor, K.R. CIRCLE, MYSORE-570 001, Ph: 2431774 and No. 114, D. DEVARAJ URS ROAD (Opposite Big Bus), MYSORE-570 001. Ph: 2428695. RNI Reg. No. 36581 / 1980 E-mail address: mysoorumithra@gmail.com For advertisements: mysoorumithra@gmail.com (176, 2093, 1440, 2154)
concert-body: ಮೈಸೂರು,ಏ.17(ವೈಡಿಎಸ್)– ಮೈಸೂರು ಶಿವರಾಂಪೇಟೆಯ ಶ್ರೀಮತಿ ಆಲಮ್ಮನವರ ಛತ್ರದಲ್ಲಿ ಶ್ರೀ ರಾಮಾಭ್ಯುದಯ ಸಭಾ ಏರ್ಪಡಿಸಿರುವ ಸಂಗೀತೋತ್ಸವದಲ್ಲಿ ಸಂಗೀತ ವಿದ್ವಾನ್ ವಿನಯ್ ಶರ್ವ ಅವರು ಶಾಸ್ತ್ರೀಯ ಸಂಗೀತ ನಡೆಸಿಕೊಟ್ಟರು ... ನಾಥ್(ಮೃದಂಗ), ಜಿ.ಎಸ್.ರಾಮಾನುಜಂ(ಘಟಂ) ಸಾಥ್ ನೀಡಿದರು. ... ರಿಂದ ದ್ವಂದ್ವ ಪಿಟೀಲು. ಪಕ್ಕವಾದ್ಯದಲ್ಲಿ ಅನೂರು ಅನಂತ ಕೃಷ್ಣ ಶರ್ಮಾ ... (548, 1630, 1076, 1697)
portrait-name: ಹೆಲೆನ್ ಕೆಲ್ಲರ್ (1388, 506, 1428, 516)
motto: ಸತ್ಯೇನೋತ್ತಭಿತಾ ಭೂಮಿಃ!! ನಹಿ ಸತ್ಯಾತ್ಪರೋ ಧರ್ಮಃ! (266, 463, 445, 475)
proverb-section: ವೇದ ಸುಳ್ಳಾದರೂ ಗಾದೆ ಸುಳ್ಳಾಗದು ಅಂಬಲಿ ಕುಡಿಯುವವನಿಗೆ ಮೀಸೆ ತಿಕ್ಕುವನೊಬ್ಬ. (183, 599, 528, 641)
author-name: ಡಾ. ಹೆಚ್.ವಿ. ನಾಗರಾಜರಾವ್ (642, 242, 742, 254)
amrutha-section: ಅಮೃತವಾಹಿನಿ ನಮ್ಮ ಆಲೋಚನೆಗಳು ನಮ್ಮನ್ನು ರೂಪಿಸುತ್ತವೆ. ಮನಸ್ಸು ಪರಿಶುದ್ಧವಾಗಿದ್ದರೆ, ಖುಷಿಯಾಗಿದ್ದರೆ ಅಕ್ಕಪಕ್ಕದವರ ಸಣ್ಣತನ, ದ್ವೇಷ ಇತ್ಯಾದಿ ನಕಾರಾತ್ಮಕ ಸಂಗತಿಗಳು ನಮ್ಮ ಸಮೀಪ ಸುಳಿಯುವುದಿಲ್ಲ. –ಭಗವಾನ್ ಬುದ್ಧ (183, 527, 528, 599)
footer-rule (176, 2085, 1458, 2089)
feature-col-5: ಕಥಕ್ಕಳಿ ಕಲಿಸಿದ್ದಾರೆ. ಇವೆಲ್ಲಾ ಅಸಾಧಾರಣ ಸಾಧನೆಗಳಲ್ಲವೆ? ಈ ಕ್ಯಾಲೆಂಡರಿನಲ್ಲಿರುವ ಒಬ್ಬೊಬ್ಬ ಮಹಿಳೆಯ ಜೀವಿತ ಕಥೆಯೂ ಒಂದೊಂದು ಪುಸ್ತಕವಾಗಬಹುದು. ನಾನಾ ಭಾಷೆಗಳಲ್ಲಿ ಅವರ ಬಗೆಗೆ ಮಹಿಳೆಯರಿಗೆ ಸ್ಫೂರ್ತಿಯನ್ನು ನೀಡಬೇಕು. ಯಾವುದೇ ದೇಶದವರಾಗಲಿ ಭಾಷೆಯವರಾಗಲಿ ನಿಷ್ಠೆಯಿಂದ ಪರಿಶ್ರಮವನ್ನು ಮಾಡಿ ಸಾಧನೆಯ ಸೋಪಾನವನ್ನು ಏರಬಹುದು ... ನಾಗರಿಕ ತಳವಿಲ್ಲ ಶ್ರದ್ಧೆಯ ಗುರಿಗಳಲ್ಲಿ ಅವರು ಏನನ್ನು ಸಾಧಿಸಬಹುದು ಎನ್ನುವುದಕ್ಕೆ ಇದು ಉದಾಹರಣೆ. (1275, 534, 1451, 724)
cartoon-panel (187, 737, 524, 867)
